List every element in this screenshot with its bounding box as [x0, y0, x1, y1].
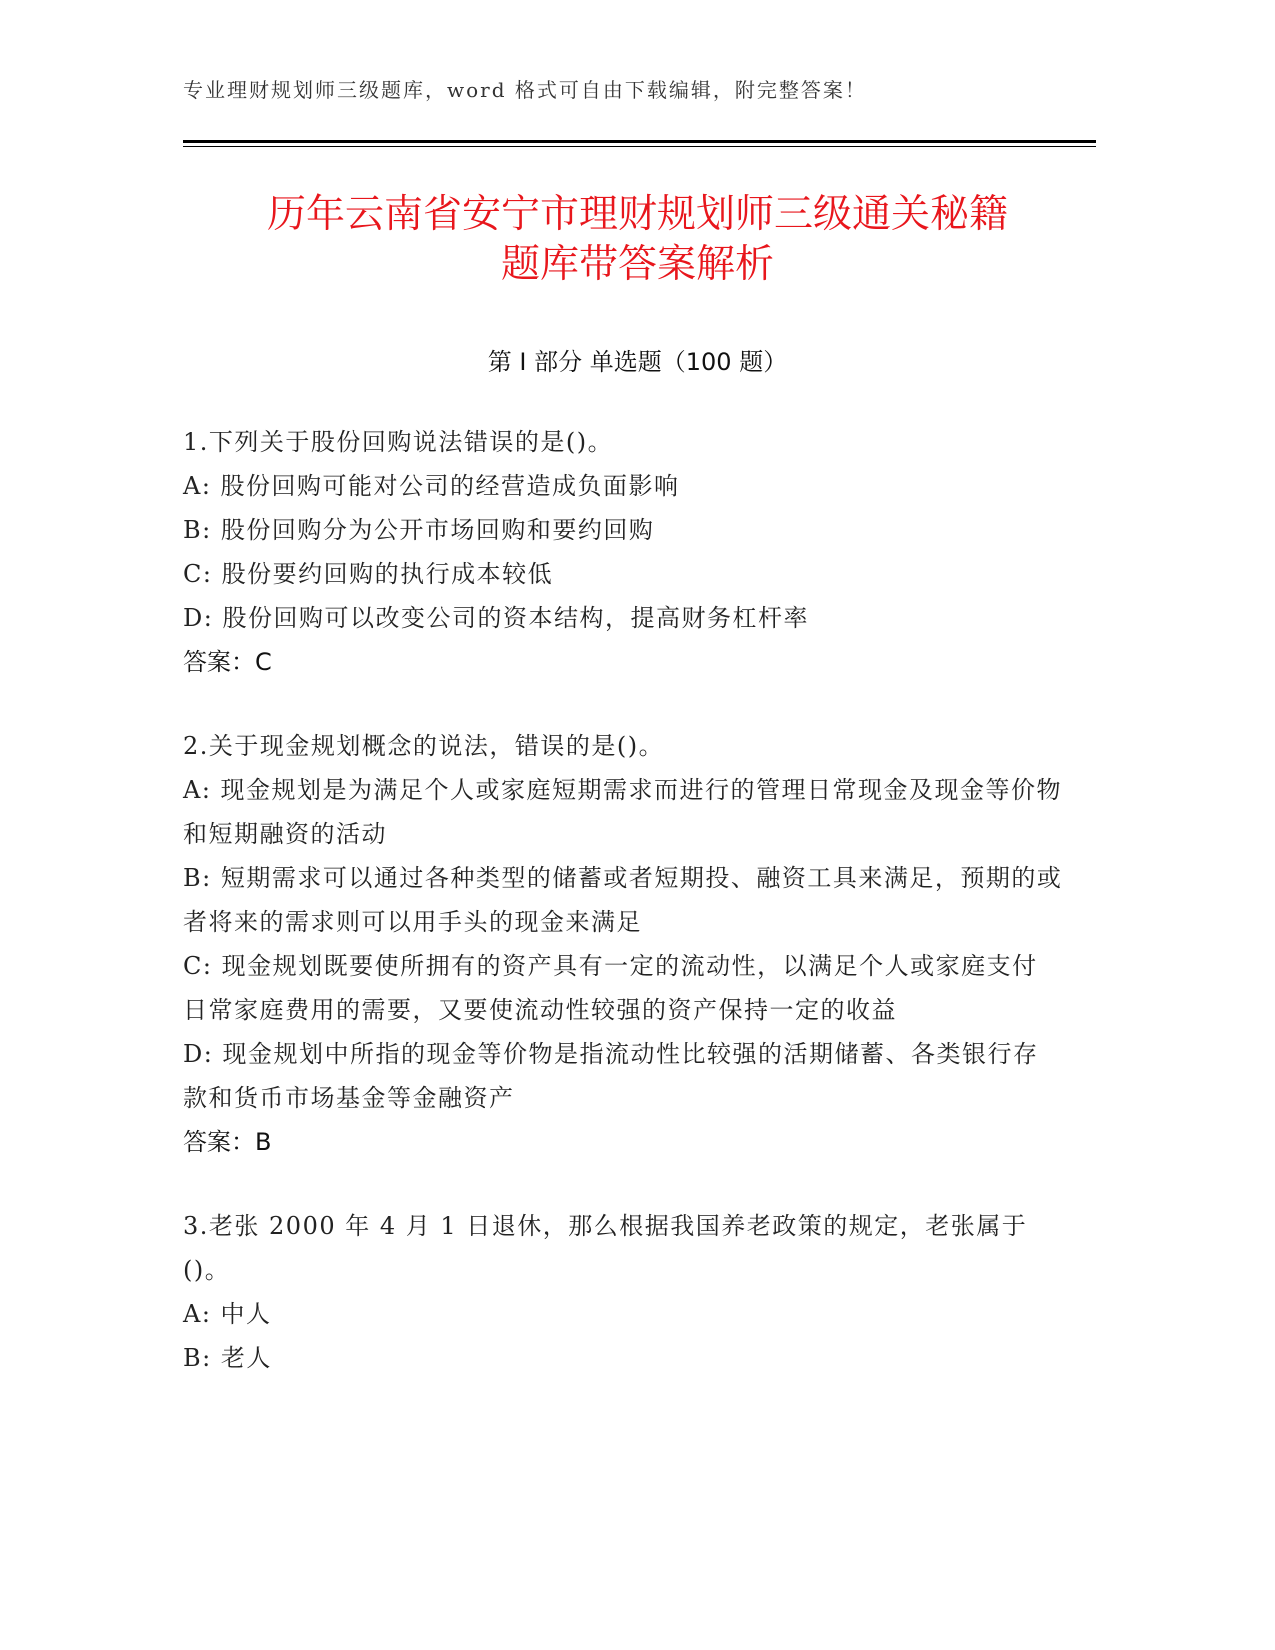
question-list: [183, 420, 1063, 1420]
option-a: A: 现金规划是为满足个人或家庭短期需求而进行的管理日常现金及现金等价物和短期融资的活动: [183, 776, 1063, 848]
question-stem: 3.老张 2000 年 4 月 1 日退休，那么根据我国养老政策的规定，老张属于()。: [183, 1212, 1028, 1284]
section-title: 第 I 部分 单选题（100 题）: [487, 348, 788, 376]
document-title-line-2: 题库带答案解析: [500, 242, 774, 287]
option-d: D: 现金规划中所指的现金等价物是指流动性比较强的活期储蓄、各类银行存款和货币市场基金等金融资产: [183, 1040, 1039, 1112]
option-b: B: 短期需求可以通过各种类型的储蓄或者短期投、融资工具来满足，预期的或者将来的需求则可以用手头的现金来满足: [183, 864, 1063, 936]
question-stem: 1.下列关于股份回购说法错误的是()。: [183, 428, 614, 456]
header-note: 专业理财规划师三级题库，word 格式可自由下载编辑，附完整答案！: [183, 78, 867, 102]
answer: 答案：C: [183, 648, 272, 676]
option-c: C: 股份要约回购的执行成本较低: [183, 560, 554, 588]
option-b: B: 老人: [183, 1344, 272, 1372]
document-title-line-1: 历年云南省安宁市理财规划师三级通关秘籍: [266, 192, 1008, 237]
header-rule-thin: [183, 146, 1096, 147]
answer: 答案：B: [183, 1128, 272, 1156]
option-a: A: 中人: [183, 1300, 272, 1328]
question-3: [183, 1204, 1063, 1380]
document-title: [150, 190, 1125, 290]
option-b: B: 股份回购分为公开市场回购和要约回购: [183, 516, 655, 544]
header-rule-thick: [183, 140, 1096, 143]
question-stem: 2.关于现金规划概念的说法，错误的是()。: [183, 732, 665, 760]
option-a: A: 股份回购可能对公司的经营造成负面影响: [183, 472, 680, 500]
option-d: D: 股份回购可以改变公司的资本结构，提高财务杠杆率: [183, 604, 809, 632]
question-1: [183, 420, 1063, 684]
question-2: [183, 724, 1063, 1164]
option-c: C: 现金规划既要使所拥有的资产具有一定的流动性，以满足个人或家庭支付日常家庭费用的需要，又要使流动性较强的资产保持一定的收益: [183, 952, 1038, 1024]
